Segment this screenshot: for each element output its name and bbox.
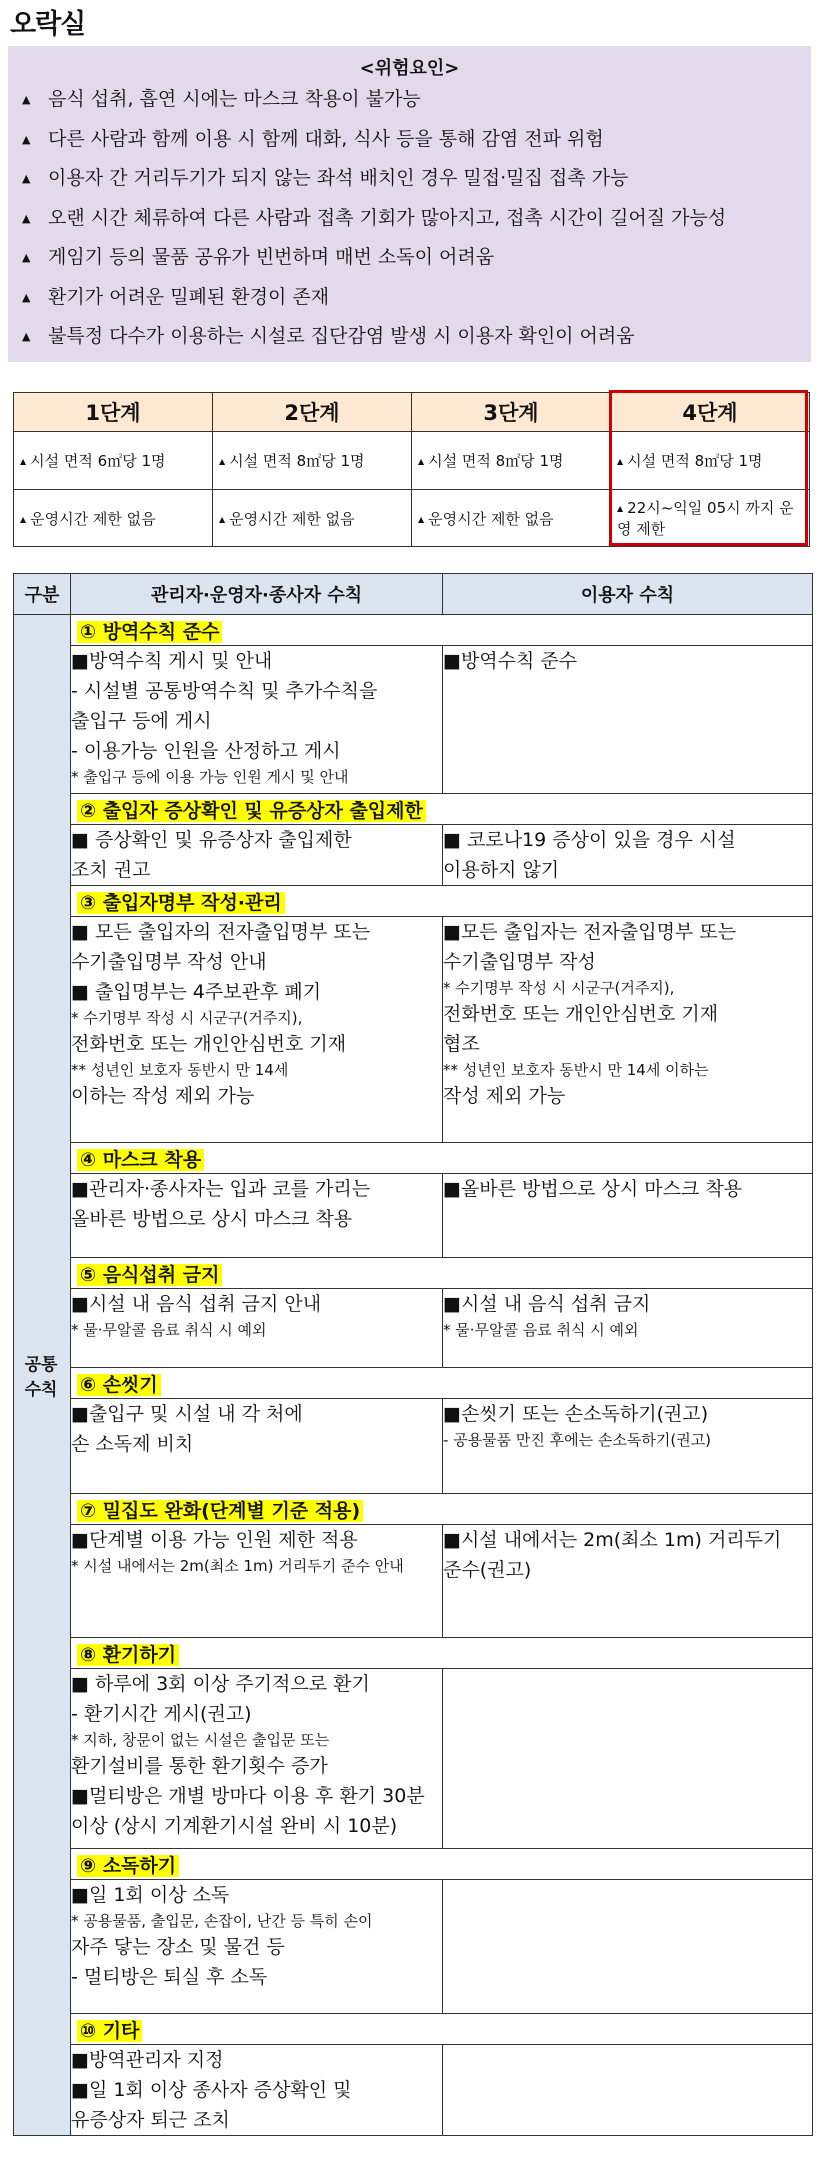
- rule-line: ■ 하루에 3회 이상 주기적으로 환기: [71, 1673, 370, 1695]
- rule-line: 이상 (상시 기계환기시설 완비 시 10분): [71, 1815, 398, 1837]
- user-rule-cell: [443, 2045, 813, 2136]
- stage-cell: ▲ 운영시간 제한 없음: [213, 490, 412, 547]
- rule-line: 작성 제외 가능: [443, 1085, 566, 1107]
- user-rule-cell: [443, 646, 813, 794]
- page-title: 오락실: [10, 9, 86, 40]
- triangle-bullet-icon: ▲: [22, 93, 31, 106]
- stage-header-3: 3단계: [412, 393, 611, 432]
- rule-line: 올바른 방법으로 상시 마스크 착용: [71, 1208, 353, 1230]
- stage-cell: ▲ 시설 면적 6㎡당 1명: [14, 432, 213, 490]
- rule-note: * 수기명부 작성 시 시군구(거주지),: [443, 979, 675, 997]
- rule-line: - 시설별 공통방역수칙 및 추가수칙을: [71, 680, 378, 702]
- rule-line: 출입구 등에 게시: [71, 710, 212, 732]
- rule-line: ■시설 내에서는 2m(최소 1m) 거리두기: [443, 1529, 782, 1551]
- rule-line: 수기출입명부 작성: [443, 951, 596, 973]
- triangle-bullet-icon: ▲: [20, 457, 27, 466]
- section-title: ⑩ 기타: [77, 2020, 142, 2042]
- manager-rule-cell: [71, 1174, 443, 1258]
- triangle-bullet-icon: ▲: [22, 132, 31, 146]
- rule-line: 준수(권고): [443, 1559, 532, 1581]
- manager-rule-cell: [71, 825, 443, 886]
- section-title-row: [71, 1368, 813, 1399]
- user-rule-cell: [443, 917, 813, 1143]
- section-title-row: [71, 1143, 813, 1174]
- section-title: ⑧ 환기하기: [77, 1644, 179, 1666]
- stage-cell: ▲ 22시~익일 05시 까지 운영 제한: [611, 490, 810, 547]
- risk-item: ▲ 이용자 간 거리두기가 되지 않는 좌석 배치인 경우 밀접·밀집 접촉 가능: [22, 167, 629, 189]
- rule-note: ** 성년인 보호자 동반시 만 14세: [71, 1061, 289, 1079]
- user-rule-cell: [443, 825, 813, 886]
- section-title: ④ 마스크 착용: [77, 1149, 204, 1171]
- risk-factors-box: [8, 46, 811, 362]
- triangle-bullet-icon: ▲: [617, 504, 624, 513]
- rule-line: ■출입구 및 시설 내 각 처에: [71, 1403, 303, 1425]
- rule-line: 손 소독제 비치: [71, 1433, 194, 1455]
- rule-line: ■방역수칙 게시 및 안내: [71, 650, 273, 672]
- rule-note: * 출입구 등에 이용 가능 인원 게시 및 안내: [71, 768, 349, 786]
- stage-cell: ▲ 시설 면적 8㎡당 1명: [213, 432, 412, 490]
- col-header-manager: 관리자·운영자·종사자 수칙: [71, 574, 443, 615]
- rule-line: ■ 코로나19 증상이 있을 경우 시설: [443, 829, 736, 851]
- user-rule-cell: [443, 1399, 813, 1494]
- stage-header-2: 2단계: [213, 393, 412, 432]
- rule-line: ■시설 내 음식 섭취 금지 안내: [71, 1293, 322, 1315]
- rule-line: ■시설 내 음식 섭취 금지: [443, 1293, 651, 1315]
- rules-table: [13, 573, 813, 2136]
- section-title: ⑥ 손씻기: [77, 1374, 161, 1396]
- rule-line: ■올바른 방법으로 상시 마스크 착용: [443, 1178, 743, 1200]
- section-title-row: [71, 1638, 813, 1669]
- rule-note: - 공용물품 만진 후에는 손소독하기(권고): [443, 1431, 712, 1449]
- stage-cell: ▲ 시설 면적 8㎡당 1명: [412, 432, 611, 490]
- section-title: ⑨ 소독하기: [77, 1855, 179, 1877]
- section-title: ① 방역수칙 준수: [77, 621, 222, 643]
- triangle-bullet-icon: ▲: [20, 514, 27, 524]
- section-title-row: [71, 615, 813, 646]
- risk-item: ▲ 다른 사람과 함께 이용 시 함께 대화, 식사 등을 통해 감염 전파 위험: [22, 127, 604, 150]
- rule-line: 협조: [443, 1033, 480, 1055]
- triangle-bullet-icon: ▲: [418, 514, 425, 524]
- manager-rule-cell: [71, 646, 443, 794]
- user-rule-cell: [443, 1289, 813, 1368]
- rule-line: 수기출입명부 작성 안내: [71, 951, 267, 973]
- risk-item: ▲ 환기가 어려운 밀폐된 환경이 존재: [22, 285, 330, 308]
- col-header-category: 구분: [14, 574, 71, 615]
- rule-note: * 시설 내에서는 2m(최소 1m) 거리두기 준수 안내: [71, 1557, 404, 1575]
- risk-list: [8, 80, 811, 357]
- triangle-bullet-icon: ▲: [22, 290, 31, 304]
- triangle-bullet-icon: ▲: [219, 514, 226, 524]
- triangle-bullet-icon: ▲: [617, 457, 624, 466]
- stage-header-4: 4단계: [611, 393, 810, 432]
- stage-cell: ▲ 운영시간 제한 없음: [412, 490, 611, 547]
- manager-rule-cell: [71, 2045, 443, 2136]
- rule-line: 이하는 작성 제외 가능: [71, 1085, 255, 1107]
- section-title-row: [71, 1258, 813, 1289]
- section-title-row: [71, 2014, 813, 2045]
- rule-line: ■방역수칙 준수: [443, 650, 578, 672]
- rule-line: ■손씻기 또는 손소독하기(권고): [443, 1403, 709, 1425]
- rule-line: - 환기시간 게시(권고): [71, 1703, 252, 1725]
- rule-line: - 멀티방은 퇴실 후 소독: [71, 1966, 268, 1988]
- triangle-bullet-icon: ▲: [22, 211, 31, 225]
- risk-item: ▲ 음식 섭취, 흡연 시에는 마스크 착용이 불가능: [22, 88, 421, 110]
- user-rule-cell: [443, 1669, 813, 1849]
- section-title-row: [71, 794, 813, 825]
- rule-line: 이용하지 않기: [443, 859, 560, 881]
- rule-line: 환기설비를 통한 환기횟수 증가: [71, 1755, 328, 1777]
- rule-line: ■모든 출입자는 전자출입명부 또는: [443, 921, 737, 943]
- rule-line: 자주 닿는 장소 및 물건 등: [71, 1936, 285, 1958]
- stage-cell: ▲ 운영시간 제한 없음: [14, 490, 213, 547]
- rule-note: ** 성년인 보호자 동반시 만 14세 이하는: [443, 1061, 709, 1079]
- col-header-user: 이용자 수칙: [443, 574, 813, 615]
- rule-line: ■일 1회 이상 종사자 증상확인 및: [71, 2079, 352, 2101]
- rule-line: ■ 증상확인 및 유증상자 출입제한: [71, 829, 352, 851]
- section-title: ③ 출입자명부 작성·관리: [77, 892, 285, 914]
- rule-line: 전화번호 또는 개인안심번호 기재: [443, 1003, 719, 1025]
- section-title-row: [71, 1849, 813, 1880]
- stage-cell: ▲ 시설 면적 8㎡당 1명: [611, 432, 810, 490]
- rule-line: ■방역관리자 지정: [71, 2049, 224, 2071]
- manager-rule-cell: [71, 1525, 443, 1638]
- stage-header-1: 1단계: [14, 393, 213, 432]
- rule-line: ■ 출입명부는 4주보관후 폐기: [71, 981, 322, 1003]
- rule-line: 전화번호 또는 개인안심번호 기재: [71, 1033, 347, 1055]
- user-rule-cell: [443, 1174, 813, 1258]
- rule-line: ■멀티방은 개별 방마다 이용 후 환기 30분: [71, 1785, 425, 1807]
- rule-note: * 지하, 창문이 없는 시설은 출입문 또는: [71, 1731, 330, 1749]
- rule-line: ■ 모든 출입자의 전자출입명부 또는: [71, 921, 371, 943]
- rule-line: 조치 권고: [71, 859, 151, 881]
- rule-note: * 물·무알콜 음료 취식 시 예외: [71, 1321, 267, 1339]
- rule-note: * 공용물품, 출입문, 손잡이, 난간 등 특히 손이: [71, 1912, 373, 1930]
- rule-note: * 물·무알콜 음료 취식 시 예외: [443, 1321, 639, 1339]
- manager-rule-cell: [71, 1289, 443, 1368]
- manager-rule-cell: [71, 1399, 443, 1494]
- user-rule-cell: [443, 1880, 813, 2014]
- category-common-rules: 공통 수칙: [14, 615, 71, 2136]
- manager-rule-cell: [71, 1669, 443, 1849]
- risk-item: ▲ 불특정 다수가 이용하는 시설로 집단감염 발생 시 이용자 확인이 어려움: [22, 325, 635, 347]
- manager-rule-cell: [71, 1880, 443, 2014]
- triangle-bullet-icon: ▲: [22, 172, 31, 185]
- section-title: ⑦ 밀집도 완화(단계별 기준 적용): [77, 1500, 363, 1522]
- risk-item: ▲ 오랜 시간 체류하여 다른 사람과 접촉 기회가 많아지고, 접촉 시간이 길어질 가능성: [22, 206, 727, 229]
- section-title: ② 출입자 증상확인 및 유증상자 출입제한: [77, 800, 426, 822]
- triangle-bullet-icon: ▲: [22, 251, 31, 264]
- rule-line: - 이용가능 인원을 산정하고 게시: [71, 740, 341, 762]
- section-title-row: [71, 1494, 813, 1525]
- triangle-bullet-icon: ▲: [22, 330, 31, 343]
- manager-rule-cell: [71, 917, 443, 1143]
- rule-line: ■관리자·종사자는 입과 코를 가리는: [71, 1178, 371, 1200]
- triangle-bullet-icon: ▲: [418, 457, 425, 466]
- risk-heading: <위험요인>: [359, 58, 460, 79]
- rule-line: ■단계별 이용 가능 인원 제한 적용: [71, 1529, 358, 1551]
- rule-line: 유증상자 퇴근 조치: [71, 2109, 230, 2131]
- rule-line: ■일 1회 이상 소독: [71, 1884, 230, 1906]
- section-title: ⑤ 음식섭취 금지: [77, 1264, 222, 1286]
- section-title-row: [71, 886, 813, 917]
- rule-note: * 수기명부 작성 시 시군구(거주지),: [71, 1009, 303, 1027]
- user-rule-cell: [443, 1525, 813, 1638]
- stage-table: [13, 392, 810, 547]
- triangle-bullet-icon: ▲: [219, 457, 226, 466]
- risk-item: ▲ 게임기 등의 물품 공유가 빈번하며 매번 소독이 어려움: [22, 246, 495, 268]
